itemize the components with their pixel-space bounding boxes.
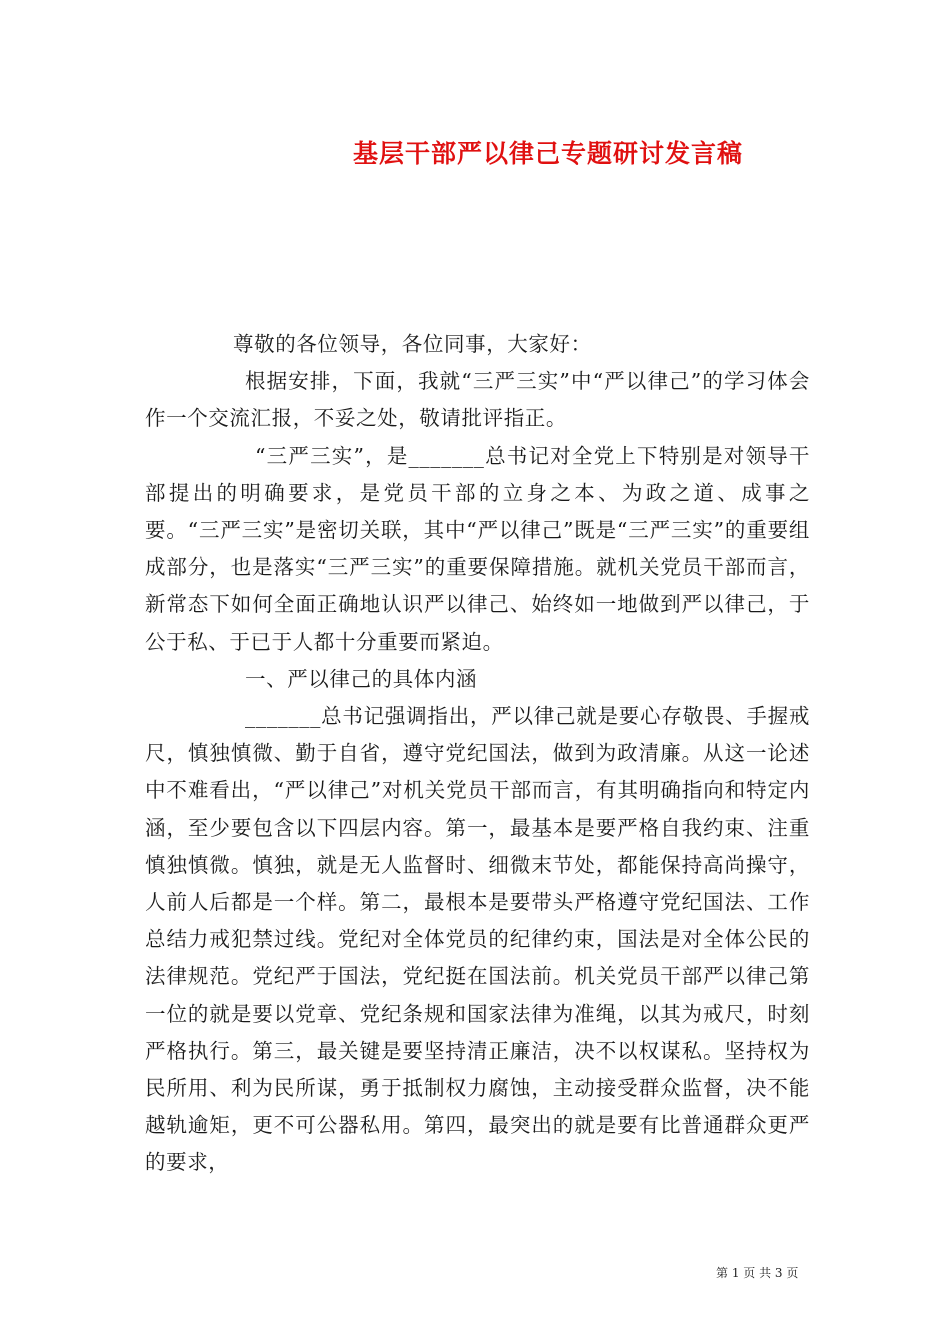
section-heading: 一、严以律己的具体内涵 (245, 666, 478, 691)
document-body (145, 326, 810, 1182)
paragraph-three-strict: “三严三实”，是_______总书记对全党上下特别是对领导干部提出的明确要求，是党员干部的立身之本、为政之道、成事之要。“三严三实”是密切关联，其中“严以律己”既是“三严三实”的重要组成部分，也是落实“三严三实”的重要保障措施。就机关党员干部而言，新常态下如何全面正确地认识严以律己、始终如一地做到严以律己，于公于私、于已于人都十分重要而紧迫。 (145, 443, 810, 654)
salutation: 尊敬的各位领导，各位同事，大家好： (233, 332, 592, 356)
section-paragraph: _______总书记强调指出，严以律己就是要心存敬畏、手握戒尺，慎独慎微、勤于自省，遵守党纪国法，做到为政清廉。从这一论述中不难看出，“严以律己”对机关党员干部而言，有其明确指向和特定内涵，至少要包含以下四层内容。第一，最基本是要严格自我约束、注重慎独慎微。慎独，就是无人监督时、细微末节处，都能保持高尚操守，人前人后都是一个样。第二，最根本是要带头严格遵守党纪国法、工作总结力戒犯禁过线。党纪对全体党员的纪律约束，国法是对全体公民的法律规范。党纪严于国法，党纪挺在国法前。机关党员干部严以律己第一位的就是要以党章、党纪条规和国家法律为准绳，以其为戒尺，时刻严格执行。第三，最关键是要坚持清正廉洁，决不以权谋私。坚持权为民所用、利为民所谋，勇于抵制权力腐蚀，主动接受群众监督，决不能越轨逾矩，更不可公器私用。第四，最突出的就是要有比普通群众更严的要求， (145, 704, 810, 1175)
paragraph-intro: 根据安排，下面，我就“三严三实”中“严以律己”的学习体会作一个交流汇报，不妥之处，敬请批评指正。 (145, 369, 810, 431)
document-title: 基层干部严以律己专题研讨发言稿 (353, 139, 744, 168)
page-number-footer: 第 1 页 共 3 页 (716, 1266, 799, 1280)
